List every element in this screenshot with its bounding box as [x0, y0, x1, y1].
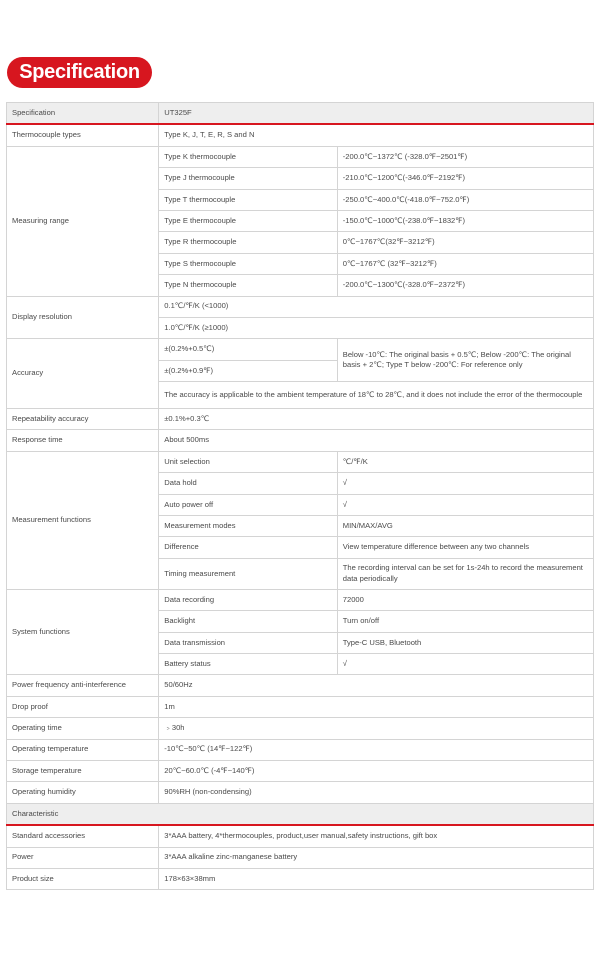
sub-value: -250.0℃~400.0℃(-418.0℉~752.0℉) [337, 189, 593, 210]
sub-label: Data transmission [159, 632, 338, 653]
sub-value: 0℃~1767℃ (32℉~3212℉) [337, 253, 593, 274]
row-label: Accuracy [7, 339, 159, 409]
sub-value: √ [337, 653, 593, 674]
row-value: -10℃~50℃ (14℉~122℉) [159, 739, 594, 760]
sub-label: Measurement modes [159, 516, 338, 537]
table-row [7, 296, 594, 317]
row-value: ﹥30h [159, 718, 594, 739]
sub-label: Data recording [159, 589, 338, 610]
row-value: 178×63×38mm [159, 868, 594, 889]
row-value: 1m [159, 696, 594, 717]
table-row [7, 868, 594, 889]
row-label: Operating humidity [7, 782, 159, 803]
model-value: UT325F [159, 103, 594, 125]
table-row [7, 589, 594, 610]
table-row [7, 782, 594, 803]
row-value: 90%RH (non-condensing) [159, 782, 594, 803]
row-label: Response time [7, 430, 159, 451]
characteristic-label: Characteristic [7, 803, 594, 825]
header-label: Specification [7, 103, 159, 125]
table-row [7, 146, 594, 167]
row-value: 50/60Hz [159, 675, 594, 696]
table-row [7, 739, 594, 760]
row-label: Power [7, 847, 159, 868]
sub-value: √ [337, 494, 593, 515]
sub-label: Type J thermocouple [159, 168, 338, 189]
specification-heading: Specification [7, 57, 152, 88]
row-value: Type K, J, T, E, R, S and N [159, 124, 594, 146]
sub-value: Turn on/off [337, 611, 593, 632]
sub-label: ±(0.2%+0.5℃) [159, 339, 338, 360]
row-value: 3*AAA alkaline zinc-manganese battery [159, 847, 594, 868]
sub-label: Type T thermocouple [159, 189, 338, 210]
sub-value: -200.0℃~1300℃(-328.0℉~2372℉) [337, 275, 593, 296]
table-row [7, 124, 594, 146]
table-row [7, 451, 594, 472]
table-header-row [7, 103, 594, 125]
row-value: 1.0℃/℉/K (≥1000) [159, 317, 594, 338]
row-value: 0.1℃/℉/K (<1000) [159, 296, 594, 317]
sub-label: Difference [159, 537, 338, 558]
row-label: Power frequency anti-interference [7, 675, 159, 696]
row-label: Measurement functions [7, 451, 159, 589]
row-label: Drop proof [7, 696, 159, 717]
sub-value: 0℃~1767℃(32℉~3212℉) [337, 232, 593, 253]
sub-label: ±(0.2%+0.9℉) [159, 360, 338, 381]
table-row [7, 696, 594, 717]
row-label: Storage temperature [7, 760, 159, 781]
sub-value: ℃/℉/K [337, 451, 593, 472]
spec-table [6, 102, 594, 890]
row-value: 3*AAA battery, 4*thermocouples, product,user manual,safety instructions, gift box [159, 825, 594, 847]
sub-value: 72000 [337, 589, 593, 610]
row-label: Product size [7, 868, 159, 889]
row-label: Standard accessories [7, 825, 159, 847]
sub-value: √ [337, 473, 593, 494]
table-row [7, 718, 594, 739]
row-label: Measuring range [7, 146, 159, 296]
sub-label: Timing measurement [159, 558, 338, 589]
row-label: Thermocouple types [7, 124, 159, 146]
sub-value: MIN/MAX/AVG [337, 516, 593, 537]
characteristic-header-row [7, 803, 594, 825]
sub-label: Type R thermocouple [159, 232, 338, 253]
sub-label: Auto power off [159, 494, 338, 515]
sub-value: -150.0℃~1000℃(-238.0℉~1832℉) [337, 210, 593, 231]
accuracy-note: Below -10℃: The original basis + 0.5℃; Below -200℃: The original basis + 2℃; Type T below -200℃: For reference only [337, 339, 593, 382]
sub-value: The recording interval can be set for 1s-24h to record the measurement data periodically [337, 558, 593, 589]
row-value: About 500ms [159, 430, 594, 451]
sub-value: Type-C USB, Bluetooth [337, 632, 593, 653]
table-row [7, 430, 594, 451]
sub-label: Type N thermocouple [159, 275, 338, 296]
sub-label: Type S thermocouple [159, 253, 338, 274]
table-row [7, 675, 594, 696]
row-label: Operating time [7, 718, 159, 739]
table-row [7, 339, 594, 360]
row-label: Repeatability accuracy [7, 409, 159, 430]
table-row [7, 409, 594, 430]
row-label: System functions [7, 589, 159, 675]
table-row [7, 760, 594, 781]
row-label: Operating temperature [7, 739, 159, 760]
sub-label: Battery status [159, 653, 338, 674]
sub-value: -210.0℃~1200℃(-346.0℉~2192℉) [337, 168, 593, 189]
sub-label: Type E thermocouple [159, 210, 338, 231]
sub-label: Data hold [159, 473, 338, 494]
sub-label: Backlight [159, 611, 338, 632]
table-row [7, 825, 594, 847]
accuracy-footnote: The accuracy is applicable to the ambient temperature of 18℃ to 28℃, and it does not include the error of the thermocouple [159, 382, 594, 409]
table-row [7, 847, 594, 868]
sub-label: Type K thermocouple [159, 146, 338, 167]
sub-value: View temperature difference between any two channels [337, 537, 593, 558]
row-value: 20℃~60.0℃ (-4℉~140℉) [159, 760, 594, 781]
row-label: Display resolution [7, 296, 159, 339]
row-value: ±0.1%+0.3℃ [159, 409, 594, 430]
sub-label: Unit selection [159, 451, 338, 472]
sub-value: -200.0℃~1372℃ (-328.0℉~2501℉) [337, 146, 593, 167]
